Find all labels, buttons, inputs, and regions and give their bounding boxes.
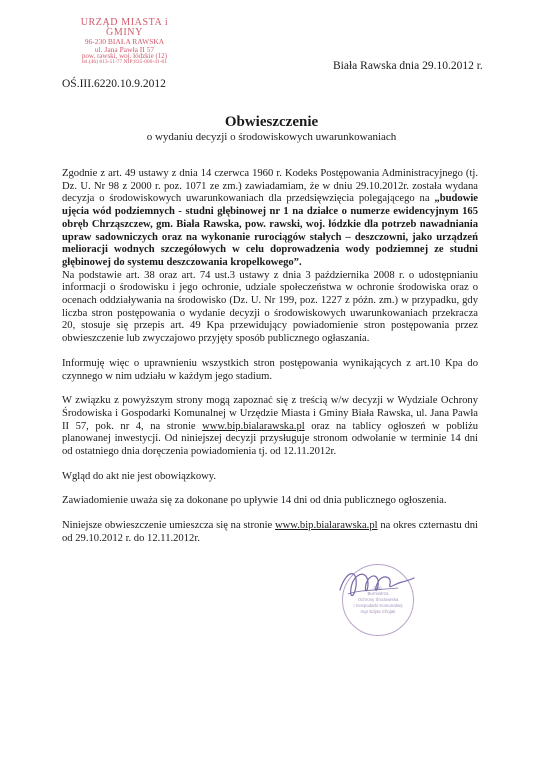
signature-block — [318, 560, 418, 650]
paragraph: Na podstawie art. 38 oraz art. 74 ust.3 ustawy z dnia 3 października 2008 r. o udostępnianiu informacji o środowisku i jego ochronie, udziale społeczeństwa w ochronie środowiska oraz o ocenach oddziaływania na środowisko (Dz. U. Nr 199, poz. 1227 z późn. zm.) w przypadku, gdy liczba stron postępowania o wydanie decyzji o środowiskowych uwarunkowaniach przekracza 20, stosuje się przepis art. 49 Kpa przewidujący powiadomienie stron postępowania przez obwieszczenie lub zwyczajowo przyjęty sposób publicznego ogłaszania. — [62, 269, 478, 345]
handwritten-signature — [318, 560, 418, 620]
paragraph — [62, 168, 478, 270]
stamp-line: ul. Jana Pawła II 57 — [94, 44, 155, 54]
stamp-line: tel.(46) 813-51-77 NIP:835-000-41-61 — [81, 59, 168, 65]
bip-link[interactable]: www.bip.bialarawska.pl — [202, 420, 305, 432]
document-title: Obwieszczenie — [224, 114, 319, 130]
document-body — [62, 168, 478, 558]
stamp-line: i Gospodarki Komunalnej — [353, 602, 403, 608]
paragraph-text: oraz na tablicy ogłoszeń w pobliżu planowanej inwestycji. Od niniejszej decyzji przysługuje stronom odwołanie w terminie 14 dni od ostatniego dnia doręczenia powiadomienia tj. od 12.11.2012r. — [62, 420, 478, 458]
stamp-line: z up. — [373, 585, 383, 590]
document-subtitle: o wydaniu decyzji o środowiskowych uwarunkowaniach — [146, 131, 397, 143]
paragraph: Informuję więc o uprawnieniu wszystkich stron postępowania wynikających z art.10 Kpa do czynnego w nim udziału w każdym jego stadium. — [62, 357, 478, 382]
paragraph: Zawiadomienie uważa się za dokonane po upływie 14 dni od dnia publicznego ogłoszenia. — [62, 495, 447, 507]
paragraph-text: na okres czternastu dni od 29.10.2012 r. do 12.11.2012r. — [62, 520, 479, 544]
paragraph-text: Niniejsze obwieszczenie umieszcza się na stronie — [62, 520, 275, 532]
stamp-line: pow. rawski, woj. łódzkie (12) — [81, 52, 168, 60]
paragraph-text: W związku z powyższym strony mogą zapoznać się z treścią w/w decyzji w Wydziale Ochrony Środowiska i Gospodarki Komunalnej w Urzędzie Miasta i Gminy Biała Rawska, ul. Jana Pawła II 57, pok. nr 4, na stronie — [62, 395, 478, 432]
stamp-line: 96-230 BIAŁA RAWSKA — [84, 37, 165, 46]
stamp-line: Ochrony Środowiska — [357, 596, 399, 602]
office-stamp — [62, 18, 187, 66]
reference-number: OŚ.III.6220.10.9.2012 — [62, 78, 166, 90]
bip-link[interactable]: www.bip.bialarawska.pl — [275, 520, 378, 532]
paragraph: Wgląd do akt nie jest obowiązkowy. — [62, 470, 217, 482]
paragraph — [62, 395, 478, 459]
paragraph — [62, 520, 478, 545]
paragraph-text: Zgodnie z art. 49 ustawy z dnia 14 czerwca 1960 r. Kodeks Postępowania Administracyjnego (tj. Dz. U. Nr 98 z 2000 r. poz. 1071 ze zm.) zawiadamiam, że w dniu 29.10.2012r. została wydana decyzja o środowiskowych uwarunkowaniach dla przedsięwzięcia polegającego na — [62, 168, 478, 205]
stamp-line: mgr Edyta Chojak — [360, 608, 396, 614]
stamp-line: Burmistrza — [367, 590, 389, 596]
stamp-line: URZĄD MIASTA i GMINY — [80, 17, 169, 38]
project-description: „budowie ujęcia wód podziemnych - studni głębinowej nr 1 na działce o numerze ewidencyjnym 165 obręb Chrząszczew, gm. Biała Rawska, pow. rawski, woj. łódzkie dla potrzeb nawadniania upraw sadowniczych oraz na wykonanie rurociągów stałych – deszczowni, jako urządzeń melioracji wodnych szczegółowych w celu doprowadzenia wody podziemnej ze studni głębinowej do systemu deszczowania kropelkowego”. — [62, 193, 478, 268]
place-and-date: Biała Rawska dnia 29.10.2012 r. — [333, 60, 483, 72]
